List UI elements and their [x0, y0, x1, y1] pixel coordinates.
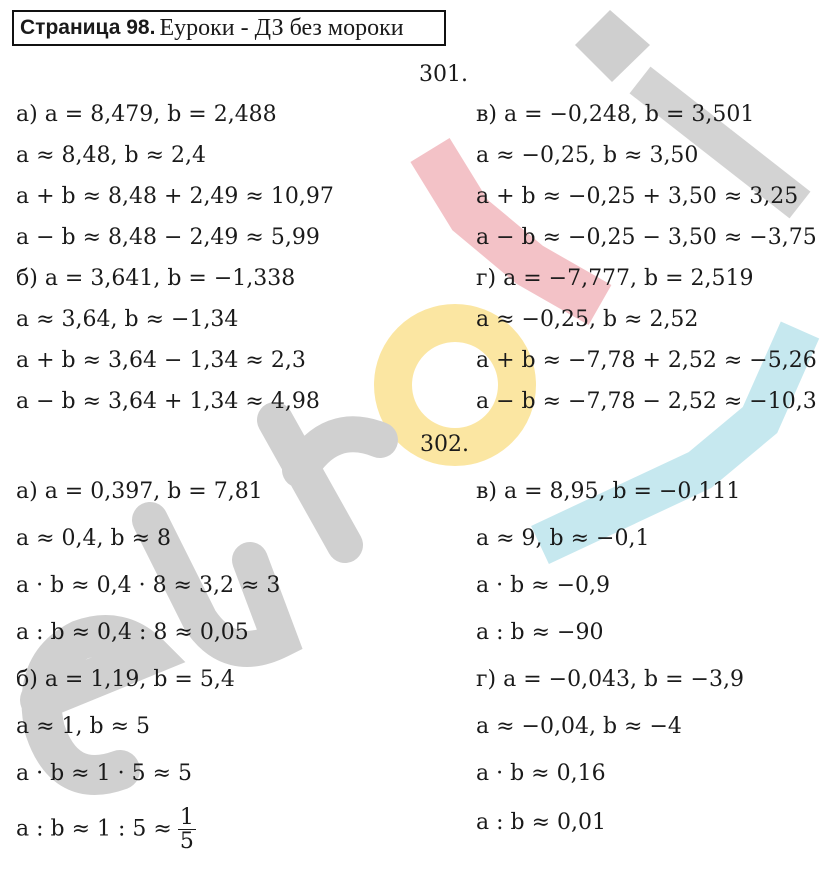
watermark-yellow-ring	[393, 323, 517, 447]
task-301-g-line-2: a ≈ −0,25, b ≈ 2,52	[476, 307, 699, 332]
task-302-g-line-3: a · b ≈ 0,16	[476, 761, 606, 786]
task-302-a-line-4: a : b ≈ 0,4 : 8 ≈ 0,05	[16, 620, 249, 645]
task-301-number: 301.	[419, 62, 468, 87]
task-302-b-line-4	[16, 806, 196, 853]
task-302-g-line-4: a : b ≈ 0,01	[476, 810, 607, 835]
watermark-gray-e	[40, 635, 150, 775]
fraction-numerator: 1	[179, 805, 194, 830]
task-302-v-line-3: a · b ≈ −0,9	[476, 573, 611, 598]
task-301-g-line-1: г) a = −7,777, b = 2,519	[476, 266, 754, 291]
task-302-g-line-2: a ≈ −0,04, b ≈ −4	[476, 714, 682, 739]
fraction	[178, 806, 196, 853]
task-301-b-line-4: a − b ≈ 3,64 + 1,34 ≈ 4,98	[16, 389, 320, 414]
task-302-a-line-2: a ≈ 0,4, b ≈ 8	[16, 526, 172, 551]
task-301-v-line-2: a ≈ −0,25, b ≈ 3,50	[476, 143, 699, 168]
task-302-v-line-2: a ≈ 9, b ≈ −0,1	[476, 526, 650, 551]
task-301-v-line-4: a − b ≈ −0,25 − 3,50 ≈ −3,75	[476, 225, 817, 250]
task-302-b-line-3: a · b ≈ 1 · 5 ≈ 5	[16, 761, 192, 786]
task-301-a-line-2: a ≈ 8,48, b ≈ 2,4	[16, 143, 206, 168]
watermark-gray-r	[275, 420, 380, 545]
watermark-gray-diamond	[575, 10, 650, 82]
task-301-b-line-1: б) a = 3,641, b = −1,338	[16, 266, 296, 291]
task-301-g-line-4: a − b ≈ −7,78 − 2,52 ≈ −10,3	[476, 389, 817, 414]
fraction-prefix: a : b ≈ 1 : 5 ≈	[16, 816, 172, 842]
task-302-number: 302.	[420, 432, 469, 457]
task-301-v-line-3: a + b ≈ −0,25 + 3,50 ≈ 3,25	[476, 184, 799, 209]
task-302-g-line-1: г) a = −0,043, b = −3,9	[476, 667, 744, 692]
task-301-b-line-3: a + b ≈ 3,64 − 1,34 ≈ 2,3	[16, 348, 306, 373]
task-302-a-line-3: a · b ≈ 0,4 · 8 ≈ 3,2 ≈ 3	[16, 573, 281, 598]
page-header	[12, 10, 446, 46]
task-301-a-line-4: a − b ≈ 8,48 − 2,49 ≈ 5,99	[16, 225, 320, 250]
task-301-g-line-3: a + b ≈ −7,78 + 2,52 ≈ −5,26	[476, 348, 817, 373]
task-301-a-line-1: а) a = 8,479, b = 2,488	[16, 102, 277, 127]
task-302-b-line-1: б) a = 1,19, b = 5,4	[16, 667, 235, 692]
page-subtitle: Еуроки - ДЗ без мороки	[159, 14, 404, 41]
task-301-a-line-3: a + b ≈ 8,48 + 2,49 ≈ 10,97	[16, 184, 334, 209]
page-label: Страница 98.	[20, 16, 156, 39]
task-301-v-line-1: в) a = −0,248, b = 3,501	[476, 102, 755, 127]
task-302-v-line-4: a : b ≈ −90	[476, 620, 604, 645]
task-302-v-line-1: в) a = 8,95, b = −0,111	[476, 479, 741, 504]
task-302-a-line-1: а) a = 0,397, b = 7,81	[16, 479, 263, 504]
task-301-b-line-2: a ≈ 3,64, b ≈ −1,34	[16, 307, 239, 332]
task-302-b-line-2: a ≈ 1, b ≈ 5	[16, 714, 151, 739]
fraction-denominator: 5	[179, 829, 194, 855]
